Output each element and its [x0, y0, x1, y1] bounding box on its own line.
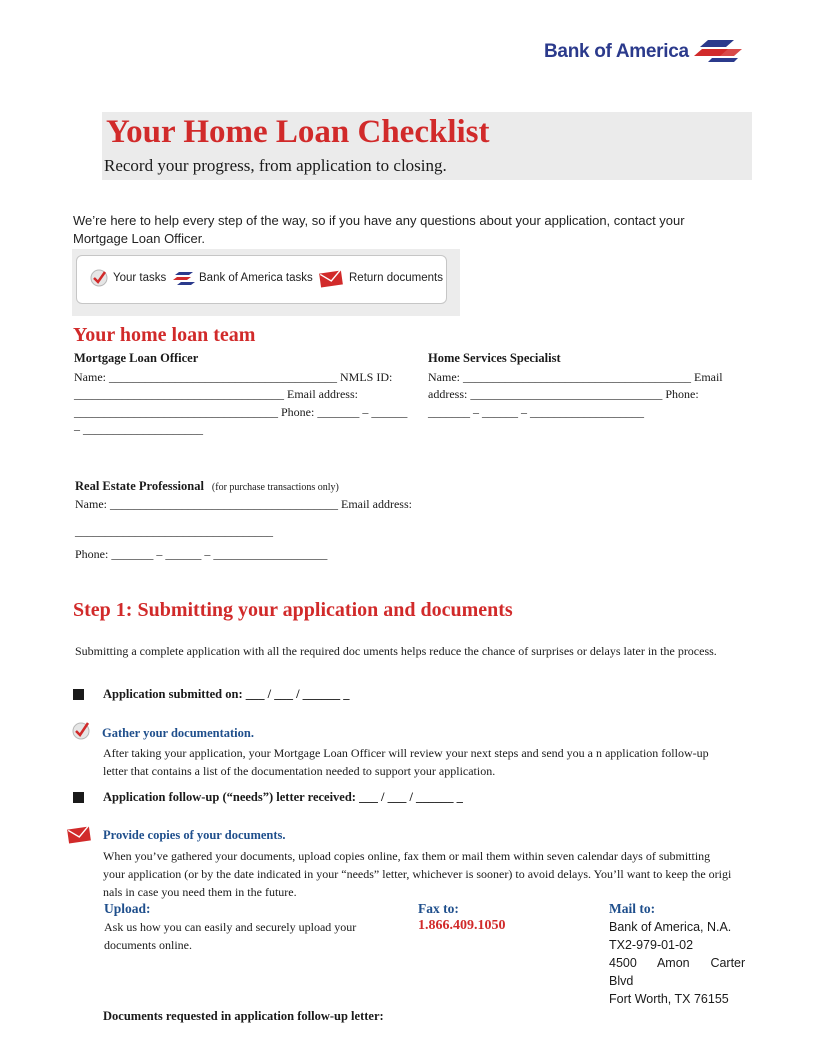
rep-title-row — [75, 477, 339, 495]
mail-line: TX2-979-01-02 — [609, 938, 694, 952]
mlo-line-2[interactable]: ___________________________________ Email address: — [74, 387, 358, 401]
team-heading: Your home loan team — [73, 324, 256, 346]
gather-body: After taking your application, your Mortgage Loan Officer will review your next steps and send you a n application follow-up letter that contains a list of the documentation needed to support your application. — [103, 746, 709, 778]
hss-line-2[interactable]: address: ________________________________ Phone: — [428, 387, 699, 401]
mail-line: Fort Worth, TX 76155 — [609, 992, 729, 1006]
legend-item-your-tasks — [89, 268, 166, 288]
mail-line: Blvd — [609, 974, 634, 988]
rep-line-2[interactable]: _________________________________ — [75, 524, 273, 538]
check-icon — [89, 268, 109, 288]
flag-icon — [173, 271, 195, 285]
rep-line-3[interactable]: Phone: _______ – ______ – ___________________ — [75, 547, 328, 561]
title-block — [102, 112, 752, 180]
rep-note: (for purchase transactions only) — [211, 482, 339, 493]
legend-box — [76, 255, 447, 304]
mlo-title: Mortgage Loan Officer — [74, 351, 199, 365]
page-subtitle: Record your progress, from application to closing. — [104, 156, 447, 175]
check-icon — [71, 720, 93, 740]
envelope-icon — [319, 268, 345, 288]
followup-received-line[interactable]: Application follow-up (“needs”) letter received: ___ / ___ / ______ _ — [103, 790, 463, 804]
logo-text: Bank of America — [544, 41, 689, 62]
app-submitted-line[interactable]: Application submitted on: ___ / ___ / ______ _ — [103, 687, 350, 701]
mlo-line-3[interactable]: __________________________________ Phone: _______ – ______ — [74, 405, 408, 419]
mail-title: Mail to: — [609, 901, 656, 916]
fax-number[interactable]: 1.866.409.1050 — [418, 918, 506, 933]
legend-item-return-docs — [319, 268, 443, 288]
docs-requested-heading: Documents requested in application follow-up letter: — [103, 1009, 384, 1023]
checkbox-app-submitted[interactable] — [73, 689, 84, 700]
mail-line: Bank of America, N.A. — [609, 920, 732, 934]
page-title: Your Home Loan Checklist — [106, 114, 490, 150]
checkbox-followup-received[interactable] — [73, 792, 84, 803]
flag-logo-icon — [694, 38, 742, 62]
hss-line-1[interactable]: Name: ______________________________________ Email — [428, 370, 723, 384]
rep-title: Real Estate Professional — [75, 479, 204, 493]
envelope-icon — [66, 823, 94, 845]
upload-title: Upload: — [104, 901, 151, 916]
provide-body: When you’ve gathered your documents, upload copies online, fax them or mail them within seven calendar days of submitting your application (or by the date indicated in your “needs” letter, whichever is sooner) to avoid delays. You’ll want to keep the origi nals in case you need them in the future. — [103, 849, 732, 899]
hss-title: Home Services Specialist — [428, 351, 561, 365]
fax-title: Fax to: — [418, 901, 459, 916]
hss-line-3[interactable]: _______ – ______ – ___________________ — [428, 405, 644, 419]
legend-label: Return documents — [349, 272, 443, 284]
legend-label: Bank of America tasks — [199, 272, 313, 284]
gather-title: Gather your documentation. — [102, 726, 254, 740]
mail-address — [609, 918, 749, 1008]
legend-item-bofa-tasks — [173, 268, 313, 288]
mail-line: 4500 Amon Carter — [609, 956, 746, 970]
upload-body: Ask us how you can easily and securely upload your documents online. — [104, 920, 357, 952]
mlo-line-4[interactable]: – ____________________ — [74, 422, 203, 436]
legend-label: Your tasks — [113, 272, 167, 284]
step1-intro: Submitting a complete application with all the required doc uments helps reduce the chance of surprises or delays later in the process. — [75, 644, 717, 658]
intro-text: We’re here to help every step of the way, so if you have any questions about your application, contact your Mortgage Loan Officer. — [73, 213, 685, 246]
provide-title: Provide copies of your documents. — [103, 828, 286, 842]
legend — [72, 249, 460, 316]
rep-line-1[interactable]: Name: ______________________________________ Email address: — [75, 497, 412, 511]
step1-heading: Step 1: Submitting your application and documents — [73, 599, 513, 621]
mlo-line-1[interactable]: Name: ______________________________________ NMLS ID: — [74, 370, 393, 384]
